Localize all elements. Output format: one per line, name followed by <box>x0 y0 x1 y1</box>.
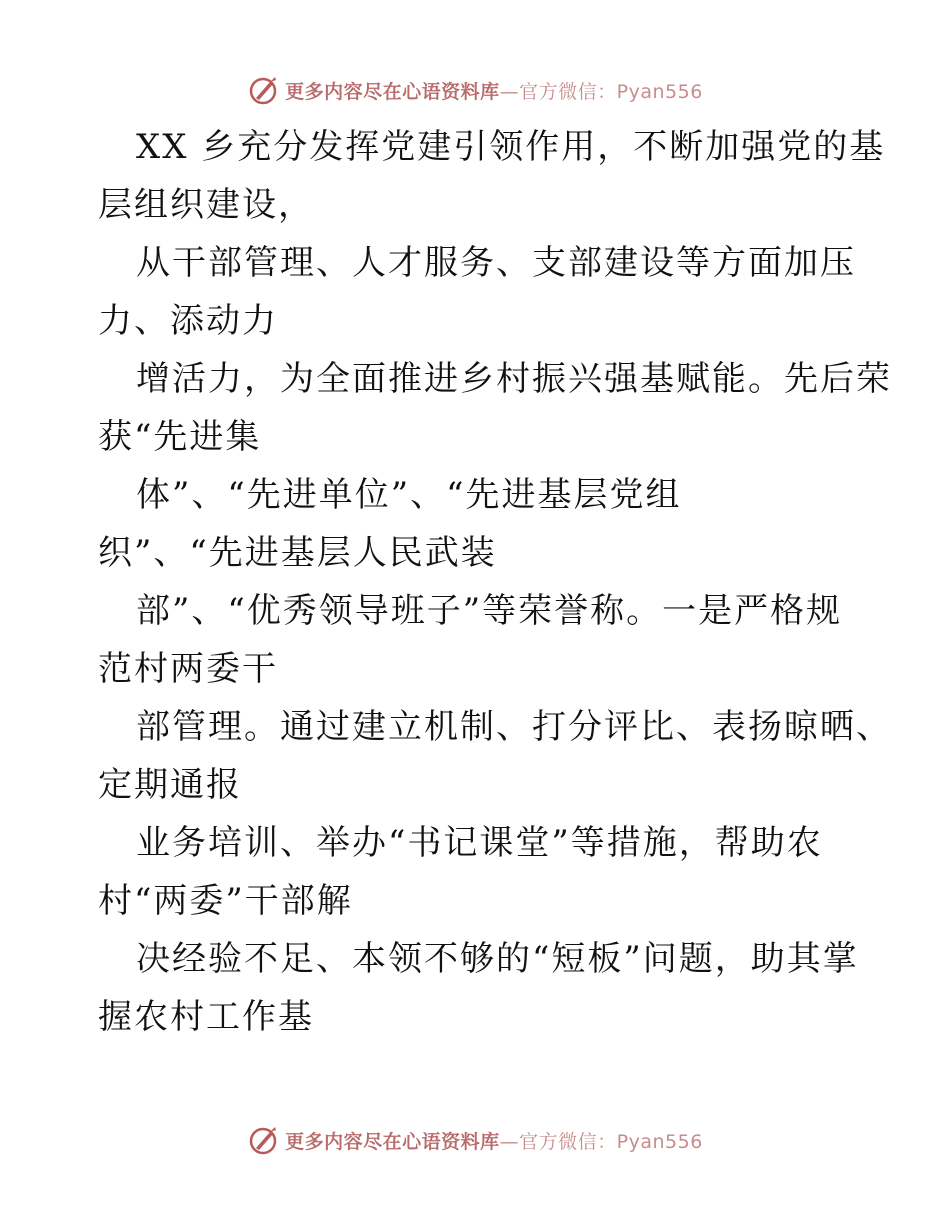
quill-logo-icon <box>247 1124 279 1156</box>
watermark-dash: — <box>499 80 520 103</box>
watermark-text <box>285 77 703 104</box>
watermark-dash: — <box>499 1130 520 1153</box>
body-line-15: 决经验不足、本领不够的“短板”问题，助其掌 <box>136 939 859 979</box>
body-line-2: 层组织建设， <box>98 185 314 225</box>
body-line-14: 村“两委”干部解 <box>98 881 353 921</box>
watermark-brand: 更多内容尽在心语资料库 <box>285 80 500 103</box>
quill-logo-icon <box>247 74 279 106</box>
body-line-5: 增活力，为全面推进乡村振兴强基赋能。先后荣 <box>136 359 892 399</box>
body-line-4: 力、添动力 <box>98 301 278 341</box>
document-body <box>98 118 892 1046</box>
body-line-9: 部”、“优秀领导班子”等荣誉称。一是严格规 <box>136 591 843 631</box>
watermark-text <box>285 1127 703 1154</box>
watermark-contact: 官方微信：Pyan556 <box>519 80 703 103</box>
body-line-8: 织”、“先进基层人民武装 <box>98 533 497 573</box>
body-line-12: 定期通报 <box>98 765 242 805</box>
body-line-7: 体”、“先进单位”、“先进基层党组 <box>136 475 682 515</box>
body-line-1: XX 乡充分发挥党建引领作用，不断加强党的基 <box>136 127 886 167</box>
body-line-3: 从干部管理、人才服务、支部建设等方面加压 <box>136 243 856 283</box>
body-line-11: 部管理。通过建立机制、打分评比、表扬晾晒、 <box>136 707 892 747</box>
body-line-16: 握农村工作基 <box>98 997 314 1037</box>
watermark-brand: 更多内容尽在心语资料库 <box>285 1130 500 1153</box>
footer-watermark <box>0 1122 950 1158</box>
body-line-6: 获“先进集 <box>98 417 262 457</box>
header-watermark <box>0 72 950 108</box>
watermark-contact: 官方微信：Pyan556 <box>519 1130 703 1153</box>
body-line-13: 业务培训、举办“书记课堂”等措施，帮助农 <box>136 823 823 863</box>
body-line-10: 范村两委干 <box>98 649 278 689</box>
